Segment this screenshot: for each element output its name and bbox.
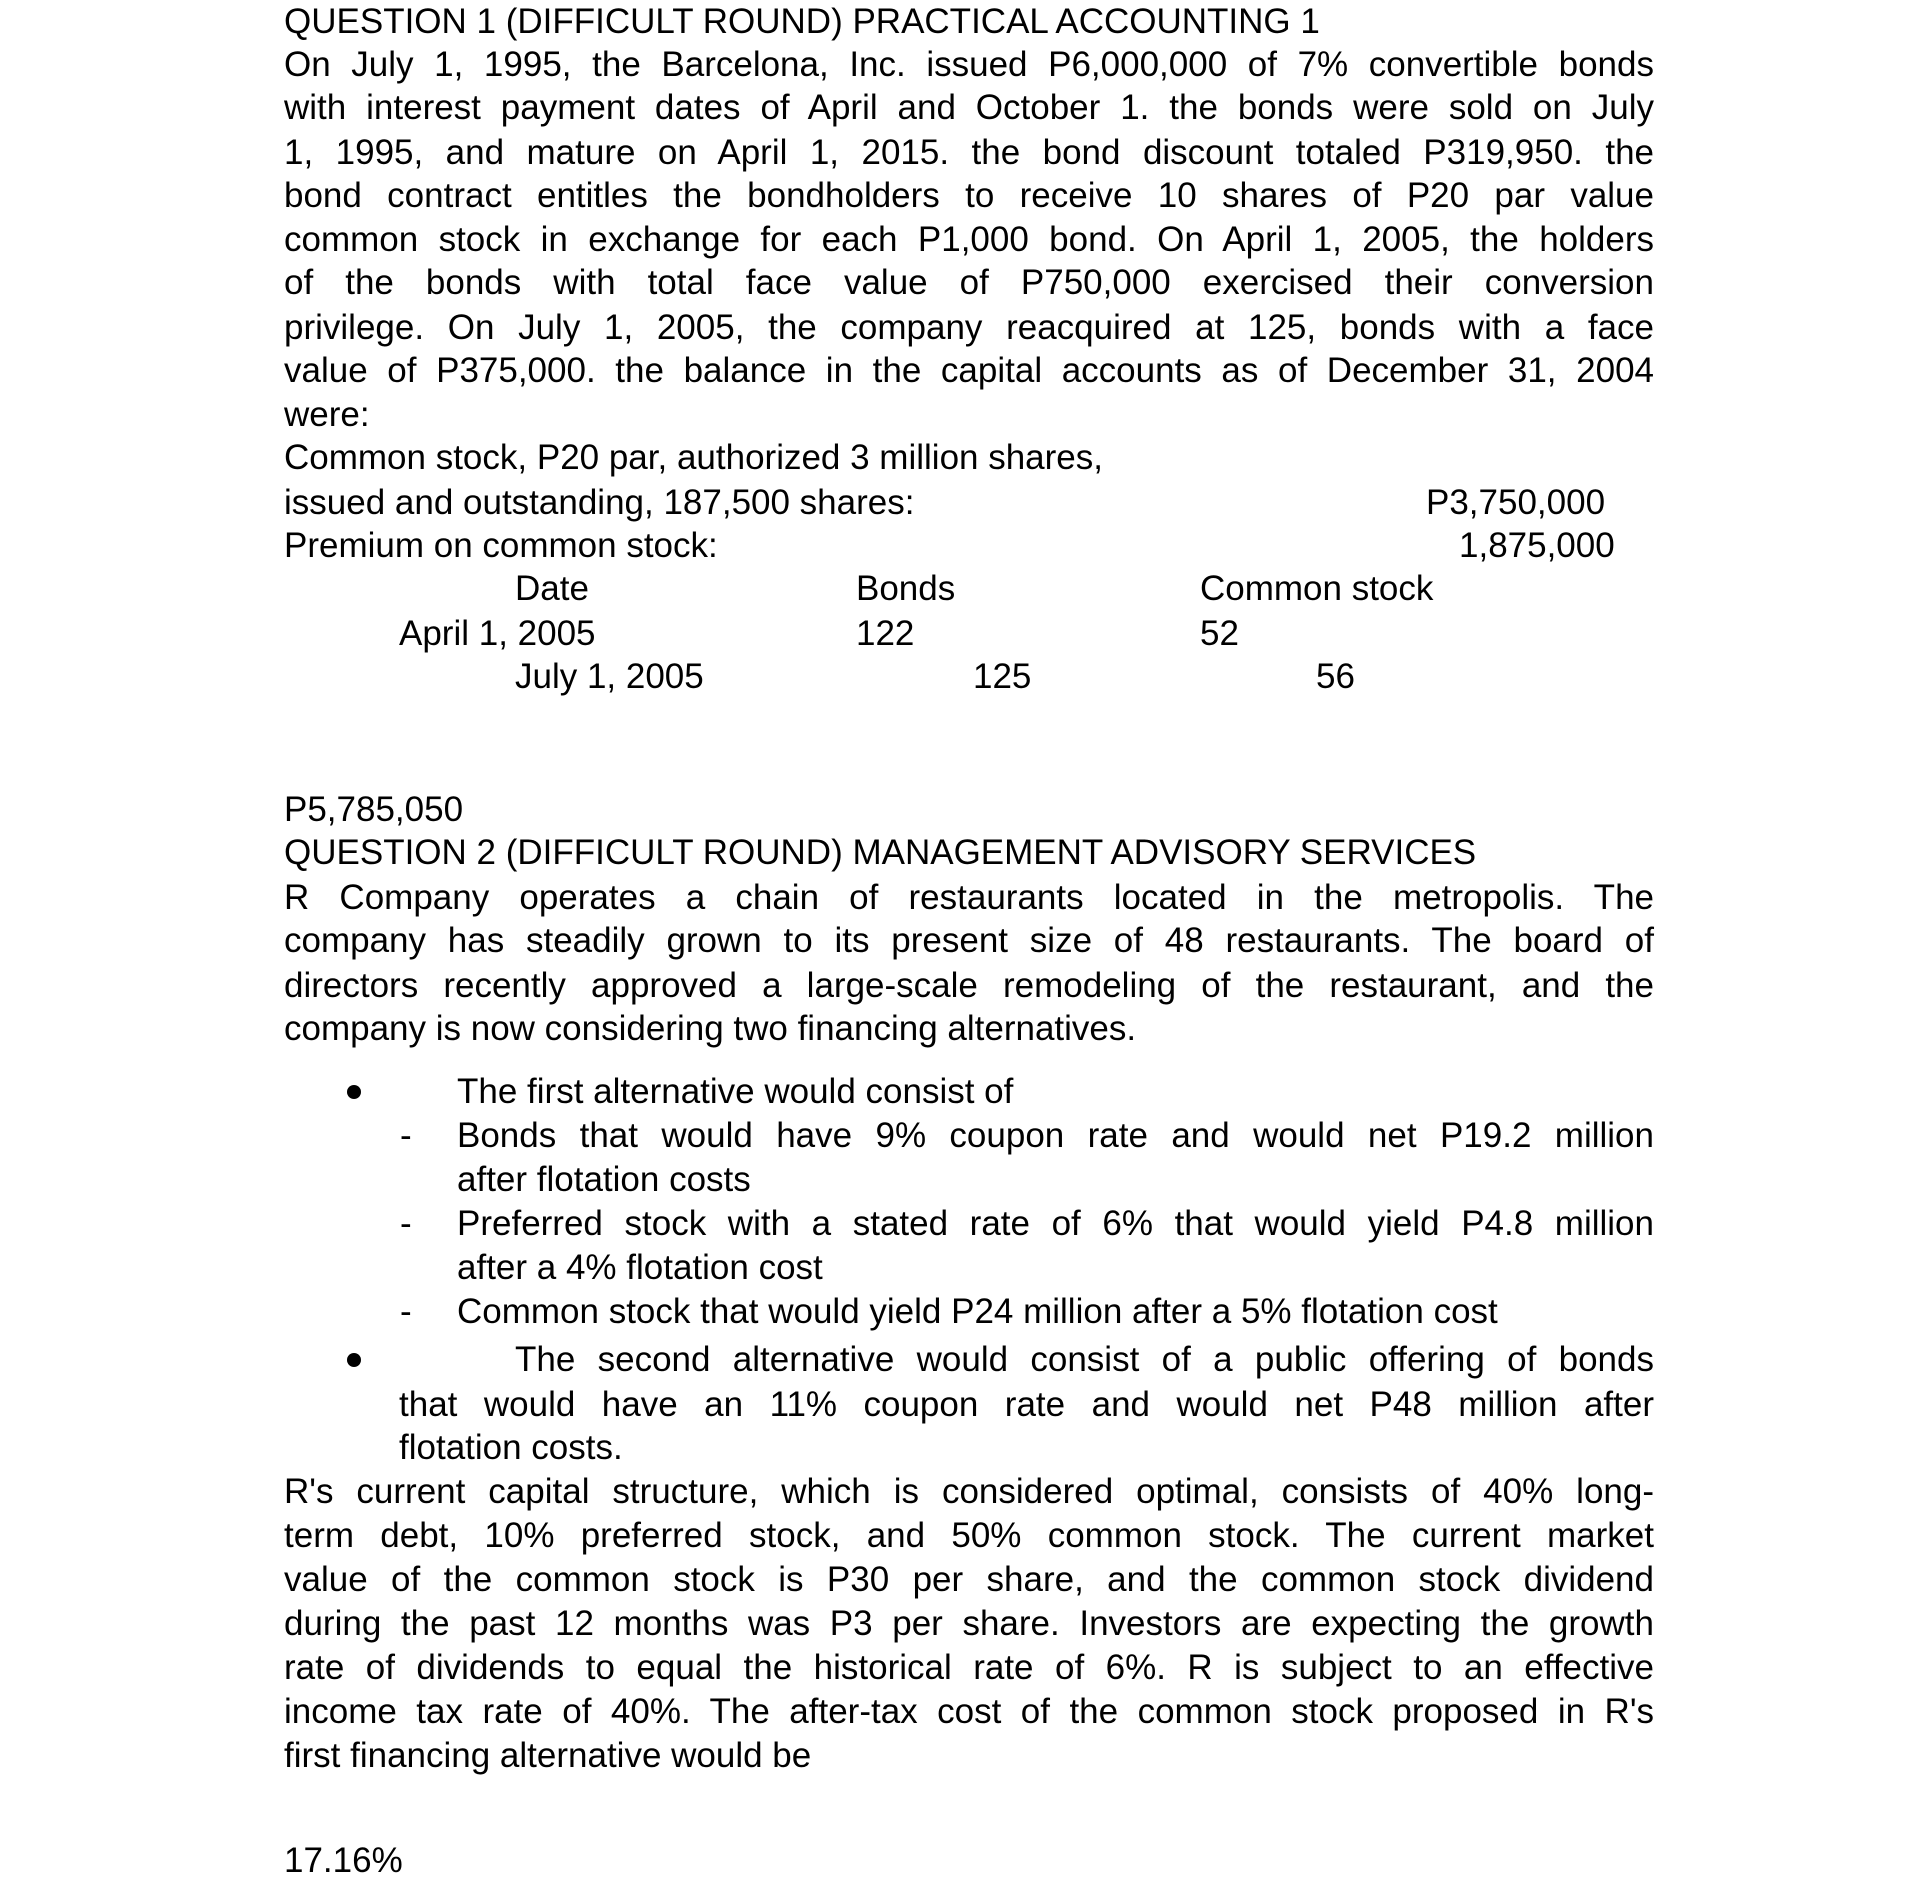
capital-label: Premium on common stock: bbox=[284, 526, 718, 565]
q2-intro-line: company has steadily grown to its present size of 48 restaurants. The board of bbox=[284, 921, 1654, 960]
dash-marker: - bbox=[400, 1204, 412, 1243]
table-cell-common-stock: 52 bbox=[1200, 614, 1239, 653]
table-header-bonds: Bonds bbox=[856, 569, 956, 608]
q1-answer: P5,785,050 bbox=[284, 790, 464, 829]
dash-marker: - bbox=[400, 1116, 412, 1155]
alt1-heading: The first alternative would consist of bbox=[457, 1072, 1014, 1111]
table-cell-common-stock: 56 bbox=[1316, 657, 1355, 696]
q2-closing-line: value of the common stock is P30 per share, and the common stock dividend bbox=[284, 1560, 1654, 1599]
bullet-icon bbox=[347, 1085, 361, 1099]
q1-title: QUESTION 1 (DIFFICULT ROUND) PRACTICAL ACCOUNTING 1 bbox=[284, 2, 1320, 41]
table-cell-date: April 1, 2005 bbox=[399, 614, 596, 653]
q1-body-line: bond contract entitles the bondholders to receive 10 shares of P20 par value bbox=[284, 176, 1654, 215]
capital-label: issued and outstanding, 187,500 shares: bbox=[284, 483, 915, 522]
table-cell-bonds: 125 bbox=[973, 657, 1032, 696]
q2-intro-line: directors recently approved a large-scale remodeling of the restaurant, and the bbox=[284, 966, 1654, 1005]
q1-body-line: value of P375,000. the balance in the capital accounts as of December 31, 2004 bbox=[284, 351, 1654, 390]
alt2-line: The second alternative would consist of a public offering of bonds bbox=[515, 1340, 1654, 1379]
capital-value: 1,875,000 bbox=[1459, 526, 1615, 565]
q2-intro-line: company is now considering two financing alternatives. bbox=[284, 1009, 1137, 1048]
table-header-date: Date bbox=[515, 569, 589, 608]
q1-body-line: privilege. On July 1, 2005, the company reacquired at 125, bonds with a face bbox=[284, 308, 1654, 347]
alt1-item: Preferred stock with a stated rate of 6% that would yield P4.8 million bbox=[457, 1204, 1654, 1243]
table-header-common-stock: Common stock bbox=[1200, 569, 1434, 608]
q1-body-line: 1, 1995, and mature on April 1, 2015. the bond discount totaled P319,950. the bbox=[284, 133, 1654, 172]
q1-body-line: On July 1, 1995, the Barcelona, Inc. issued P6,000,000 of 7% convertible bonds bbox=[284, 45, 1654, 84]
q2-intro-line: R Company operates a chain of restaurants located in the metropolis. The bbox=[284, 878, 1654, 917]
alt2-line: that would have an 11% coupon rate and would net P48 million after bbox=[399, 1385, 1654, 1424]
alt1-item-cont: after flotation costs bbox=[457, 1160, 751, 1199]
q2-closing-line: term debt, 10% preferred stock, and 50% common stock. The current market bbox=[284, 1516, 1654, 1555]
q1-body-line: of the bonds with total face value of P750,000 exercised their conversion bbox=[284, 263, 1654, 302]
q1-body-line: were: bbox=[284, 395, 370, 434]
q2-closing-line: R's current capital structure, which is considered optimal, consists of 40% long- bbox=[284, 1472, 1654, 1511]
q2-title: QUESTION 2 (DIFFICULT ROUND) MANAGEMENT ADVISORY SERVICES bbox=[284, 833, 1477, 872]
capital-line: Common stock, P20 par, authorized 3 million shares, bbox=[284, 438, 1103, 477]
table-cell-bonds: 122 bbox=[856, 614, 915, 653]
q1-body-line: with interest payment dates of April and October 1. the bonds were sold on July bbox=[284, 88, 1654, 127]
dash-marker: - bbox=[400, 1292, 412, 1331]
q2-answer: 17.16% bbox=[284, 1841, 403, 1880]
q1-body-line: common stock in exchange for each P1,000 bond. On April 1, 2005, the holders bbox=[284, 220, 1654, 259]
capital-value: P3,750,000 bbox=[1426, 483, 1606, 522]
bullet-icon bbox=[347, 1353, 361, 1367]
q2-closing-line: first financing alternative would be bbox=[284, 1736, 812, 1775]
alt1-item: Common stock that would yield P24 million after a 5% flotation cost bbox=[457, 1292, 1498, 1331]
q2-closing-line: rate of dividends to equal the historical rate of 6%. R is subject to an effective bbox=[284, 1648, 1654, 1687]
alt1-item: Bonds that would have 9% coupon rate and would net P19.2 million bbox=[457, 1116, 1654, 1155]
q2-closing-line: income tax rate of 40%. The after-tax cost of the common stock proposed in R's bbox=[284, 1692, 1654, 1731]
alt2-line: flotation costs. bbox=[399, 1428, 623, 1467]
table-cell-date: July 1, 2005 bbox=[515, 657, 704, 696]
alt1-item-cont: after a 4% flotation cost bbox=[457, 1248, 823, 1287]
q2-closing-line: during the past 12 months was P3 per share. Investors are expecting the growth bbox=[284, 1604, 1654, 1643]
